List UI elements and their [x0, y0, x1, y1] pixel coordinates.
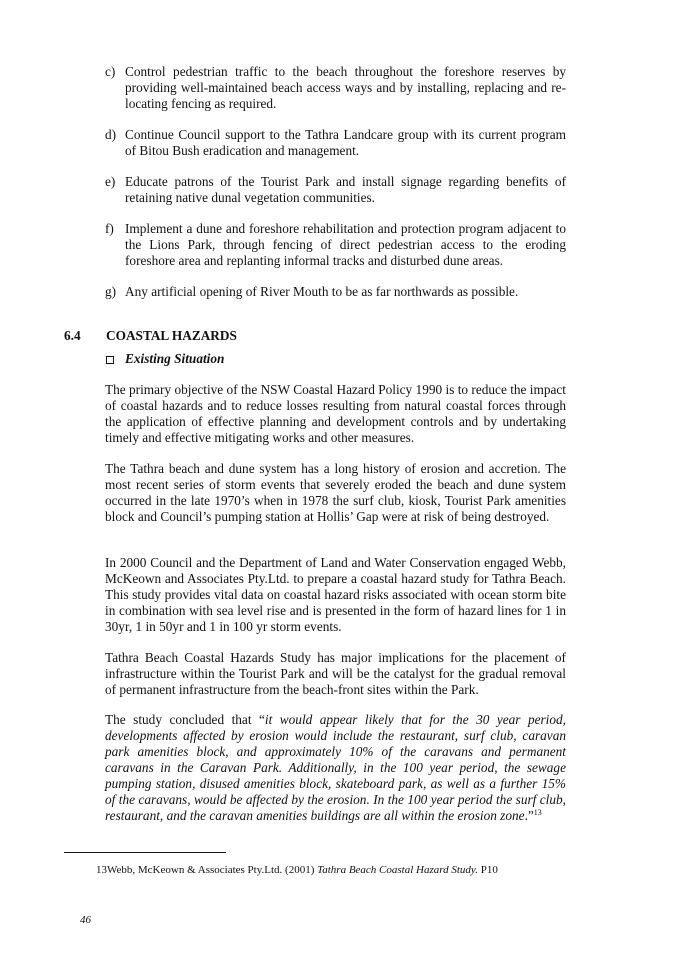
- list-item: [105, 64, 566, 112]
- list-marker: d): [105, 127, 117, 142]
- quote-text: it would appear likely that for the 30 year period, developments affected by erosion would include the restaurant, surf club, caravan park amenities block, and approximately 10% of the caravans and permanent caravans in the Caravan Park. Additionally, in the 100 year period, the sewage pumping station, disused amenities block, skateboard park, as well as a further 15% of the caravans, would be affected by the erosion. In the 100 year period the surf club, restaurant, and the caravan amenities buildings are all within the erosion zone: [105, 712, 566, 823]
- list-marker: e): [105, 174, 116, 189]
- body-paragraph: The primary objective of the NSW Coastal Hazard Policy 1990 is to reduce the impact of coastal hazards and to reduce losses resulting from natural coastal forces through the application of effective planning and development controls and by undertaking timely and effective mitigating works and other measures.: [105, 382, 566, 445]
- body-paragraph: In 2000 Council and the Department of Land and Water Conservation engaged Webb, McKeown and Associates Pty.Ltd. to prepare a coastal hazard study for Tathra Beach. This study provides vital data on coastal hazard risks associated with ocean storm bite in combination with sea level rise and is presented in the form of hazard lines for 1 in 30yr, 1 in 50yr and 1 in 100 yr storm events.: [105, 555, 566, 634]
- list-marker: g): [105, 284, 117, 299]
- list-item-text: Implement a dune and foreshore rehabilitation and protection program adjacent to the Lions Park, through fencing of direct pedestrian access to the eroding foreshore area and replanting informal tracks and disturbed dune areas.: [125, 221, 566, 268]
- list-item: [105, 284, 566, 300]
- footnote-reference[interactable]: 13: [533, 808, 542, 817]
- footnote: [96, 863, 576, 877]
- list-marker: c): [105, 64, 116, 79]
- footnote-page: P10: [477, 864, 498, 876]
- list-item-text: Any artificial opening of River Mouth to be as far northwards as possible.: [125, 284, 519, 299]
- list-item-text: Control pedestrian traffic to the beach throughout the foreshore reserves by providing well-maintained beach access ways and by installing, replacing and re-locating fencing as required.: [125, 64, 566, 111]
- list-marker: f): [105, 221, 114, 236]
- footnote-author: Webb, McKeown & Associates Pty.Ltd. (2001): [107, 864, 318, 876]
- body-paragraph: Tathra Beach Coastal Hazards Study has major implications for the placement of infrastructure within the Tourist Park and will be the catalyst for the gradual removal of permanent infrastructure from the beach-front sites within the Park.: [105, 650, 566, 697]
- list-item-text: Educate patrons of the Tourist Park and install signage regarding benefits of retaining native dunal vegetation communities.: [125, 174, 566, 205]
- quote-lead: The study concluded that “: [105, 712, 265, 727]
- checkbox-bullet-icon: [106, 356, 114, 364]
- quote-close: .”: [524, 808, 534, 823]
- page-number: 46: [80, 914, 91, 926]
- list-item-text: Continue Council support to the Tathra Landcare group with its current program of Bitou Bush eradication and management.: [125, 127, 566, 158]
- footnote-divider: [64, 852, 226, 853]
- section-title: COASTAL HAZARDS: [106, 328, 237, 343]
- list-item: [105, 174, 566, 206]
- list-item: [105, 127, 566, 159]
- quote-paragraph: [105, 712, 566, 824]
- list-item: [105, 221, 566, 269]
- subheading-label: Existing Situation: [125, 351, 225, 366]
- section-number: 6.4: [64, 328, 81, 343]
- footnote-number: 13: [96, 864, 107, 876]
- footnote-title: Tathra Beach Coastal Hazard Study.: [317, 864, 478, 876]
- body-paragraph: The Tathra beach and dune system has a long history of erosion and accretion. The most recent series of storm events that severely eroded the beach and dune system occurred in the late 1970’s when in 1978 the surf club, kiosk, Tourist Park amenities block and Council’s pumping station at Hollis’ Gap were at risk of being destroyed.: [105, 461, 566, 524]
